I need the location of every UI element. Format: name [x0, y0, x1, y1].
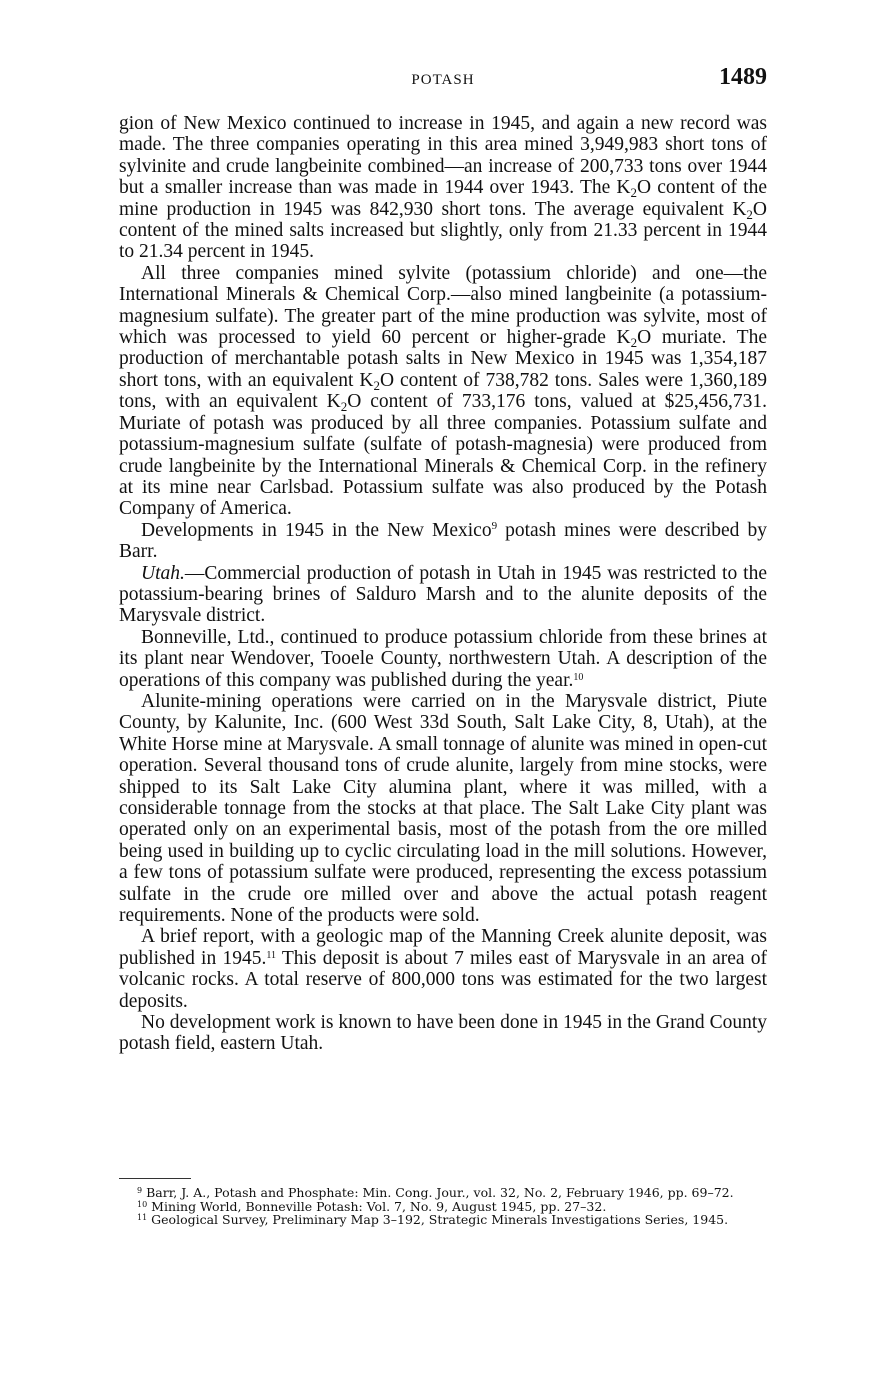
text-run: No development work is known to have been done in 1945 in the Grand County potash field, eastern Utah.	[119, 1012, 767, 1055]
paragraph-3	[119, 520, 767, 563]
footnote-mark: 10	[137, 1199, 148, 1209]
footnote-text: Barr, J. A., Potash and Phosphate: Min. Cong. Jour., vol. 32, No. 2, February 1946, pp. 69–72.	[146, 1185, 734, 1200]
footnote-text: Geological Survey, Preliminary Map 3–192, Strategic Minerals Investigations Series, 1945.	[151, 1212, 729, 1227]
subscript: 2	[373, 377, 380, 393]
paragraph-2	[119, 263, 767, 520]
paragraph-7	[119, 926, 767, 1012]
body-text	[119, 113, 767, 1055]
footnote-9	[119, 1186, 767, 1200]
text-run: This deposit is about 7 miles east of Marysvale in an area of volcanic rocks. A total reserve of 800,000 tons was estimated for the two largest deposits.	[119, 947, 768, 1012]
text-run: A brief report, with a geologic map of the Manning Creek alunite deposit, was published in 1945.	[119, 926, 767, 969]
footnote-11	[119, 1213, 767, 1227]
footnote-mark: 9	[137, 1186, 143, 1195]
text-run: potash mines were described by Barr.	[119, 519, 767, 563]
text-run: Alunite-mining operations were carried on in the Marysvale district, Piute County, by Kalunite, Inc. (600 West 33d South, Salt Lake City, 8, Utah), at the White Horse mine at Marysvale. A small tonnage of alunite was mined in open-cut operation. Several thousand tons of crude alunite, largely from mine stocks, were shipped to its Salt Lake City alumina plant, where it was milled, with a considerable tonnage from the stocks at that place. The Salt Lake City plant was operated only on an experimental basis, most of the potash from the ore milled being used in building up to cyclic circulating load in the mill solutions. However, a few tons of potassium sulfate were produced, representing the excess potassium sulfate in the crude ore milled over and above the actual potash reagent requirements. None of the products were sold.	[119, 690, 767, 927]
text-run: Developments in 1945 in the New Mexico	[141, 519, 492, 541]
paragraph-6	[119, 691, 767, 926]
text-run: All three companies mined sylvite (potassium chloride) and one—the International Minerals & Chemical Corp.—also mined langbeinite (a potassium-magnesium sulfate). The greater part of the mine production was sylvite, most of which was processed to yield 60 percent or higher-grade K	[119, 262, 767, 349]
footnote-10	[119, 1200, 767, 1214]
text-run: O content of the mine production in 1945 was 842,930 short tons. The average equivalent K	[119, 177, 768, 220]
text-run: O content of 733,176 tons, valued at $25,456,731. Muriate of potash was produced by all three companies. Potassium sulfate and potassium-magnesium sulfate (sulfate of potash-magnesia) were produced from crude langbeinite by the International Minerals & Chemical Corp. in the refinery at its mine near Carlsbad. Potassium sulfate was also produced by the Potash Company of America.	[119, 391, 767, 520]
paragraph-5	[119, 627, 767, 691]
text-run: Bonneville, Ltd., continued to produce potassium chloride from these brines at its plant near Wendover, Tooele County, northwestern Utah. A description of the operations of this company was published during the year.	[119, 626, 767, 691]
text-run: —Commercial production of potash in Utah in 1945 was restricted to the potassium-bearing brines of Salduro Marsh and to the alunite deposits of the Marysvale district.	[119, 562, 767, 627]
footnote-divider	[119, 1178, 191, 1179]
footnote-mark: 11	[137, 1213, 148, 1222]
footnote-ref: 11	[266, 949, 276, 961]
paragraph-8	[119, 1012, 767, 1055]
subscript: 2	[630, 185, 638, 201]
text-run: gion of New Mexico continued to increase in 1945, and again a new record was made. The three companies operating in this area mined 3,949,983 short tons of sylvinite and crude langbeinite combined—an increase of 200,733 tons over 1944 but a smaller increase than was made in 1944 over 1943. The K	[119, 113, 767, 199]
subscript: 2	[340, 399, 348, 415]
text-run: O content of the mined salts increased but slightly, only from 21.33 percent in 1944 to 21.34 percent in 1945.	[119, 198, 767, 263]
footnotes	[119, 1186, 767, 1227]
footnote-ref: 9	[491, 519, 498, 532]
running-head: POTASH	[411, 72, 475, 88]
subscript: 2	[630, 335, 638, 351]
text-run: O content of 738,782 tons. Sales were 1,360,189 tons, with an equivalent K	[119, 369, 767, 413]
paragraph-1	[119, 113, 767, 263]
footnote-text: Mining World, Bonneville Potash: Vol. 7, No. 9, August 1945, pp. 27–32.	[151, 1198, 607, 1214]
footnote-ref: 10	[573, 671, 584, 683]
page-number: 1489	[719, 64, 767, 90]
paragraph-4	[119, 563, 767, 627]
page-header	[119, 64, 767, 96]
section-lead: Utah.	[141, 562, 185, 584]
subscript: 2	[746, 206, 753, 222]
text-run: O muriate. The production of merchantable potash salts in New Mexico in 1945 was 1,354,187 short tons, with an equivalent K	[119, 327, 767, 391]
